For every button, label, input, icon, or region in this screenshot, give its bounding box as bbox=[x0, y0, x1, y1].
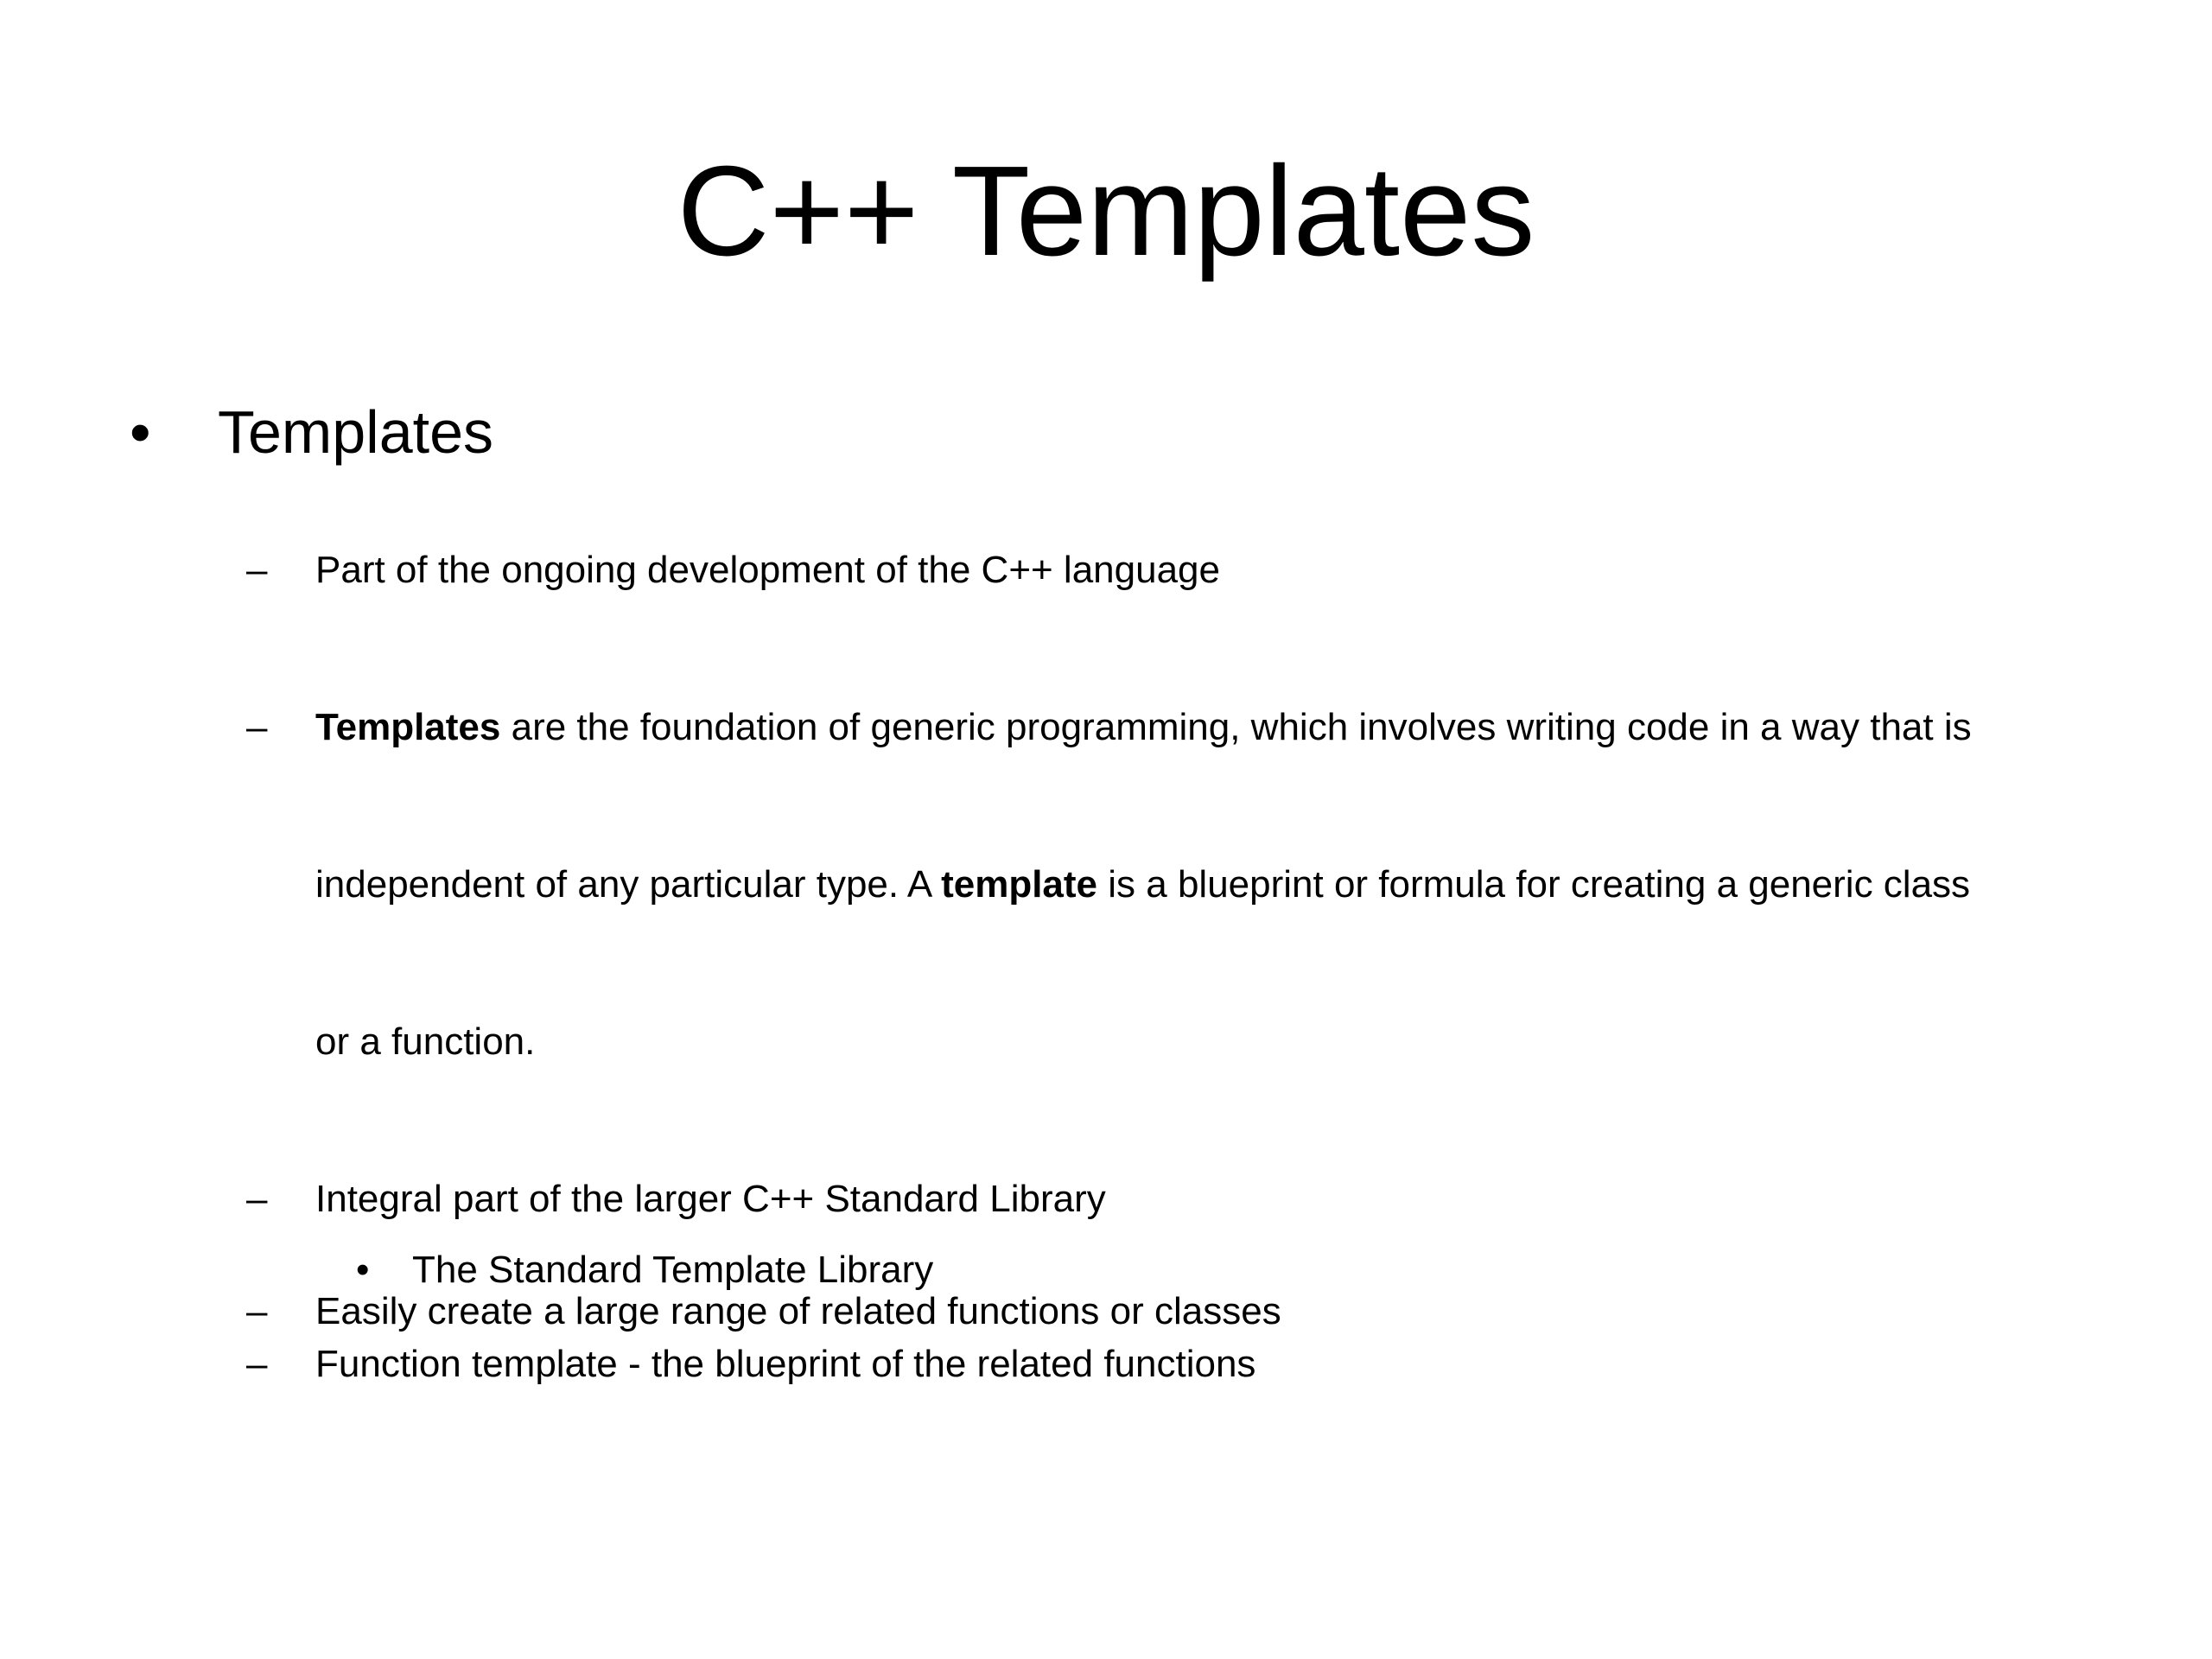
nested-bullet-text: The Standard Template Library bbox=[412, 1249, 934, 1291]
main-bullet-text: Templates bbox=[218, 398, 494, 466]
sub-bullet-text-line3: or a function. bbox=[315, 1020, 536, 1063]
sub-bullet-marker: – bbox=[246, 549, 268, 591]
sub-bullet-text-line2 bbox=[315, 862, 1970, 907]
text-run: is a blueprint or formula for creating a generic class bbox=[1097, 863, 1971, 906]
sub-bullet-text: Integral part of the larger C++ Standard Library bbox=[315, 1178, 1106, 1220]
sub-bullet-text: Function template - the blueprint of the related functions bbox=[315, 1343, 1256, 1385]
slide-title: C++ Templates bbox=[677, 140, 1535, 283]
sub-bullet-text: Easily create a large range of related functions or classes bbox=[315, 1290, 1281, 1332]
text-run: are the foundation of generic programming, which involves writing code in a way that is bbox=[500, 706, 1972, 748]
sub-bullet-marker: – bbox=[246, 1178, 268, 1220]
sub-bullet-marker: – bbox=[246, 1343, 268, 1385]
bold-term: template bbox=[941, 863, 1098, 906]
sub-bullet-marker: – bbox=[246, 706, 268, 748]
sub-bullet-text: Part of the ongoing development of the C++ language bbox=[315, 549, 1220, 591]
bold-term: Templates bbox=[315, 706, 501, 748]
nested-bullet-marker: • bbox=[356, 1249, 370, 1291]
sub-bullet-marker: – bbox=[246, 1290, 268, 1332]
sub-bullet-text-line1 bbox=[315, 705, 1972, 750]
text-run: independent of any particular type. A bbox=[315, 863, 942, 906]
bullet-marker: • bbox=[130, 398, 151, 466]
